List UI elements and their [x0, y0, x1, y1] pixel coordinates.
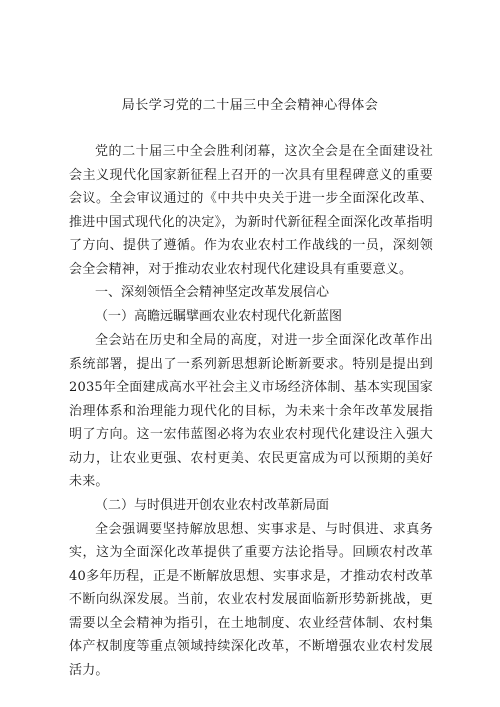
document-title: 局长学习党的二十届三中全会精神心得体会 — [121, 98, 379, 113]
subsection-2-paragraph: 全会强调要坚持解放思想、实事求是、与时俱进、求真务实，这为全面深化改革提供了重要方法论指导。回顾农村改革40多年历程，正是不断解放思想、实事求是，才推动农村改革不断向纵深发展。当前，农业农村发展面临新形势新挑战，更需要以全会精神为指引，在土地制度、农业经营体制、农村集体产权制度等重点领域持续深化改革，不断增强农业农村发展活力。 — [69, 521, 433, 678]
section-1-heading: 一、深刻领悟全会精神坚定改革发展信心 — [95, 285, 330, 300]
subsection-2-heading: （二）与时俱进开创农业农村改革新局面 — [95, 497, 330, 513]
subsection-1-paragraph: 全会站在历史和全局的高度，对进一步全面深化改革作出系统部署，提出了一系列新思想新论断新要求。特别是提出到2035年全面建成高水平社会主义市场经济体制、基本实现国家治理体系和治理能力现代化的目标，为未来十余年改革发展指明了方向。这一宏伟蓝图必将为农业农村现代化建设注入强大动力，让农业更强、农村更美、农民更富成为可以预期的美好未来。 — [69, 333, 433, 489]
intro-paragraph: 党的二十届三中全会胜利闭幕，这次全会是在全面建设社会主义现代化国家新征程上召开的一次具有里程碑意义的重要会议。全会审议通过的《中共中央关于进一步全面深化改革、推进中国式现代化的决定》，为新时代新征程全面深化改革指明了方向、提供了遵循。作为农业农村工作战线的一员，深刻领会全会精神，对于推动农业农村现代化建设具有重要意义。 — [69, 144, 433, 277]
document-body — [69, 140, 433, 682]
subsection-1-heading: （一）高瞻远瞩擘画农业农村现代化新蓝图 — [95, 309, 343, 324]
